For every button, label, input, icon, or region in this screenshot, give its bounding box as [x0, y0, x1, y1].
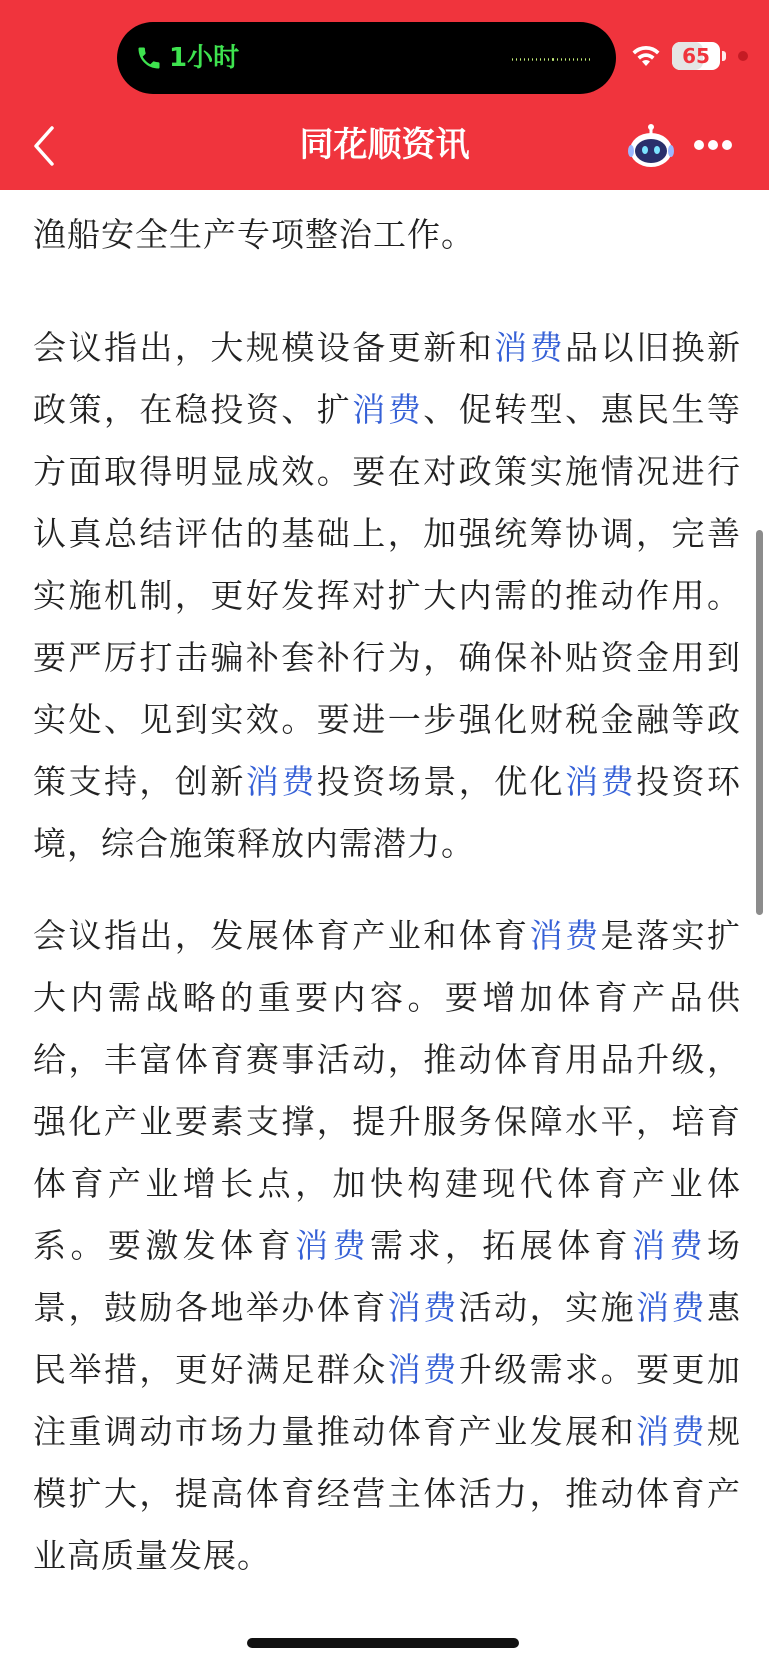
- paragraph-text: 活动，实施: [458, 1288, 637, 1327]
- paragraph-text: 会议指出，大规模设备更新和: [33, 328, 495, 367]
- paragraph-text: 惠民举措，更好满足群众: [33, 1288, 742, 1389]
- keyword-link[interactable]: 消费: [529, 916, 601, 955]
- paragraph-text: 投资环境，综合施策释放内需潜力。: [33, 762, 742, 863]
- keyword-link[interactable]: 消费: [565, 762, 637, 801]
- keyword-link[interactable]: 消费: [494, 328, 566, 367]
- audio-waveform-icon: [512, 54, 590, 64]
- paragraph-text: 会议指出，发展体育产业和体育: [33, 916, 530, 955]
- paragraph-text: 投资场景，优化: [316, 762, 566, 801]
- paragraph-text: 品以旧换新政策，在稳投资、扩: [33, 328, 742, 429]
- paragraph-text: 渔船安全生产专项整治工作。: [33, 215, 475, 254]
- phone-icon: [135, 44, 163, 72]
- article-paragraph: [33, 204, 741, 266]
- keyword-link[interactable]: 消费: [295, 1226, 371, 1265]
- robot-icon[interactable]: [626, 122, 676, 172]
- keyword-link[interactable]: 消费: [636, 1412, 708, 1451]
- app-header: [0, 0, 769, 190]
- keyword-link[interactable]: 消费: [387, 1288, 459, 1327]
- paragraph-text: 场景，鼓励各地举办体育: [33, 1226, 742, 1327]
- wifi-icon: [630, 44, 662, 68]
- recording-dot-icon: [738, 51, 748, 61]
- call-duration: 1小时: [169, 43, 240, 73]
- page-title: 同花顺资讯: [299, 125, 470, 165]
- article-paragraph: [33, 905, 741, 1587]
- paragraph-text: 是落实扩大内需战略的重要内容。要增加体育产品供给，丰富体育赛事活动，推动体育用品升级，强化产业要素支撑，提升服务保障水平，培育体育产业增长点，加快构建现代体育产业体系。要激发体育: [33, 916, 742, 1265]
- article-paragraph: [33, 317, 741, 875]
- keyword-link[interactable]: 消费: [636, 1288, 708, 1327]
- keyword-link[interactable]: 消费: [387, 1350, 459, 1389]
- more-dots-icon[interactable]: [694, 140, 732, 152]
- paragraph-text: 需求，拓展体育: [370, 1226, 633, 1265]
- battery-cap: [722, 51, 726, 61]
- home-indicator[interactable]: [247, 1638, 519, 1648]
- paragraph-text: 升级需求。要更加注重调动市场力量推动体育产业发展和: [33, 1350, 742, 1451]
- scrollbar[interactable]: [756, 530, 763, 915]
- keyword-link[interactable]: 消费: [245, 762, 317, 801]
- paragraph-text: 规模扩大，提高体育经营主体活力，推动体育产业高质量发展。: [33, 1412, 742, 1575]
- paragraph-text: 、促转型、惠民生等方面取得明显成效。要在对政策实施情况进行认真总结评估的基础上，加强统筹协调，完善实施机制，更好发挥对扩大内需的推动作用。要严厉打击骗补套补行为，确保补贴资金用到实处、见到实效。要进一步强化财税金融等政策支持，创新: [33, 390, 742, 801]
- dynamic-island[interactable]: [117, 22, 616, 94]
- keyword-link[interactable]: 消费: [352, 390, 424, 429]
- battery-indicator: [672, 42, 720, 70]
- battery-percent: 65: [682, 44, 710, 68]
- keyword-link[interactable]: 消费: [632, 1226, 708, 1265]
